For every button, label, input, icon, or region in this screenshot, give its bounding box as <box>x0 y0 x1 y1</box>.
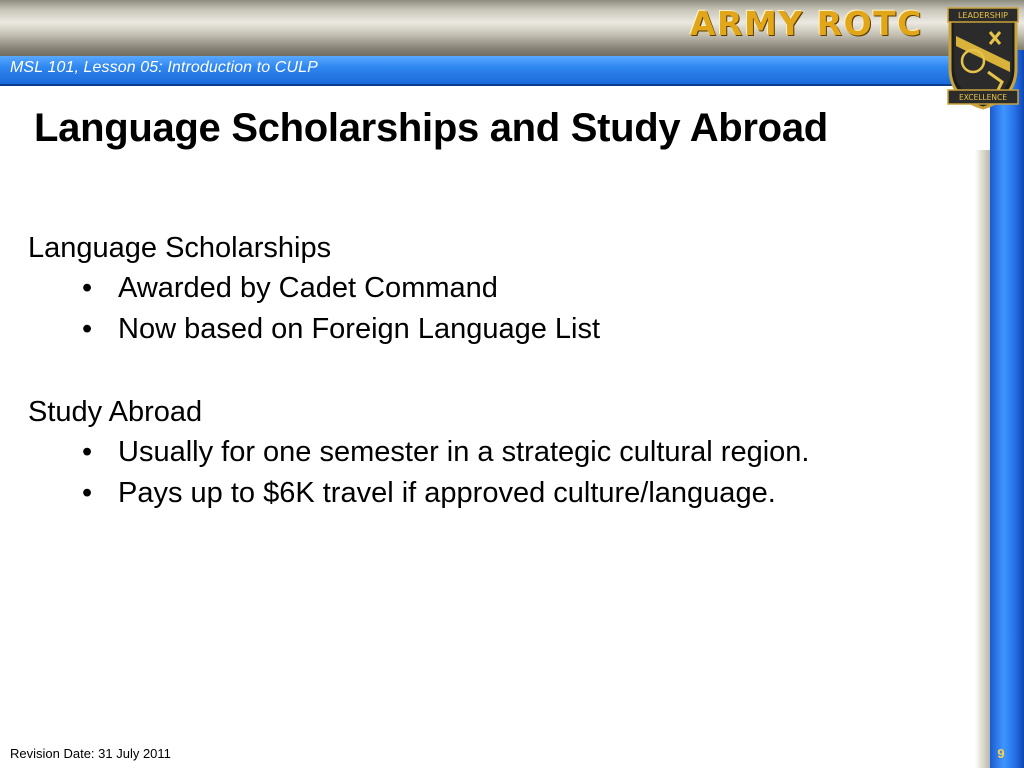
bullet-dot: • <box>82 477 93 509</box>
bullet-dot: • <box>82 272 93 304</box>
bullet-text: Now based on Foreign Language List <box>118 313 601 345</box>
bullet-text: Usually for one semester in a strategic cultural region. <box>118 436 810 468</box>
bullet-text: Awarded by Cadet Command <box>118 272 498 304</box>
army-rotc-logo: ARMY ROTC <box>690 4 923 43</box>
section-spacer <box>28 350 809 392</box>
bullet-text: Pays up to $6K travel if approved culture/language. <box>118 477 776 509</box>
right-edge-shade <box>975 150 990 768</box>
bullet-item <box>28 268 809 309</box>
section-heading-language-scholarships: Language Scholarships <box>28 232 332 264</box>
section-heading-study-abroad: Study Abroad <box>28 396 203 428</box>
bullet-dot: • <box>82 436 93 468</box>
right-side-bar <box>990 50 1024 768</box>
badge-bottom-text: EXCELLENCE <box>959 93 1007 102</box>
lesson-title: MSL 101, Lesson 05: Introduction to CULP <box>10 59 318 76</box>
strip-divider <box>0 84 990 86</box>
revision-date: Revision Date: 31 July 2011 <box>10 746 171 761</box>
rotc-shield-icon <box>946 6 1020 110</box>
bullet-dot: • <box>82 313 93 345</box>
badge-top-text: LEADERSHIP <box>957 11 1009 20</box>
slide-body <box>28 228 809 514</box>
page-number: 9 <box>997 746 1005 761</box>
bullet-item <box>28 473 809 514</box>
bullet-item <box>28 432 809 473</box>
slide-title: Language Scholarships and Study Abroad <box>34 106 828 150</box>
bullet-item <box>28 309 809 350</box>
